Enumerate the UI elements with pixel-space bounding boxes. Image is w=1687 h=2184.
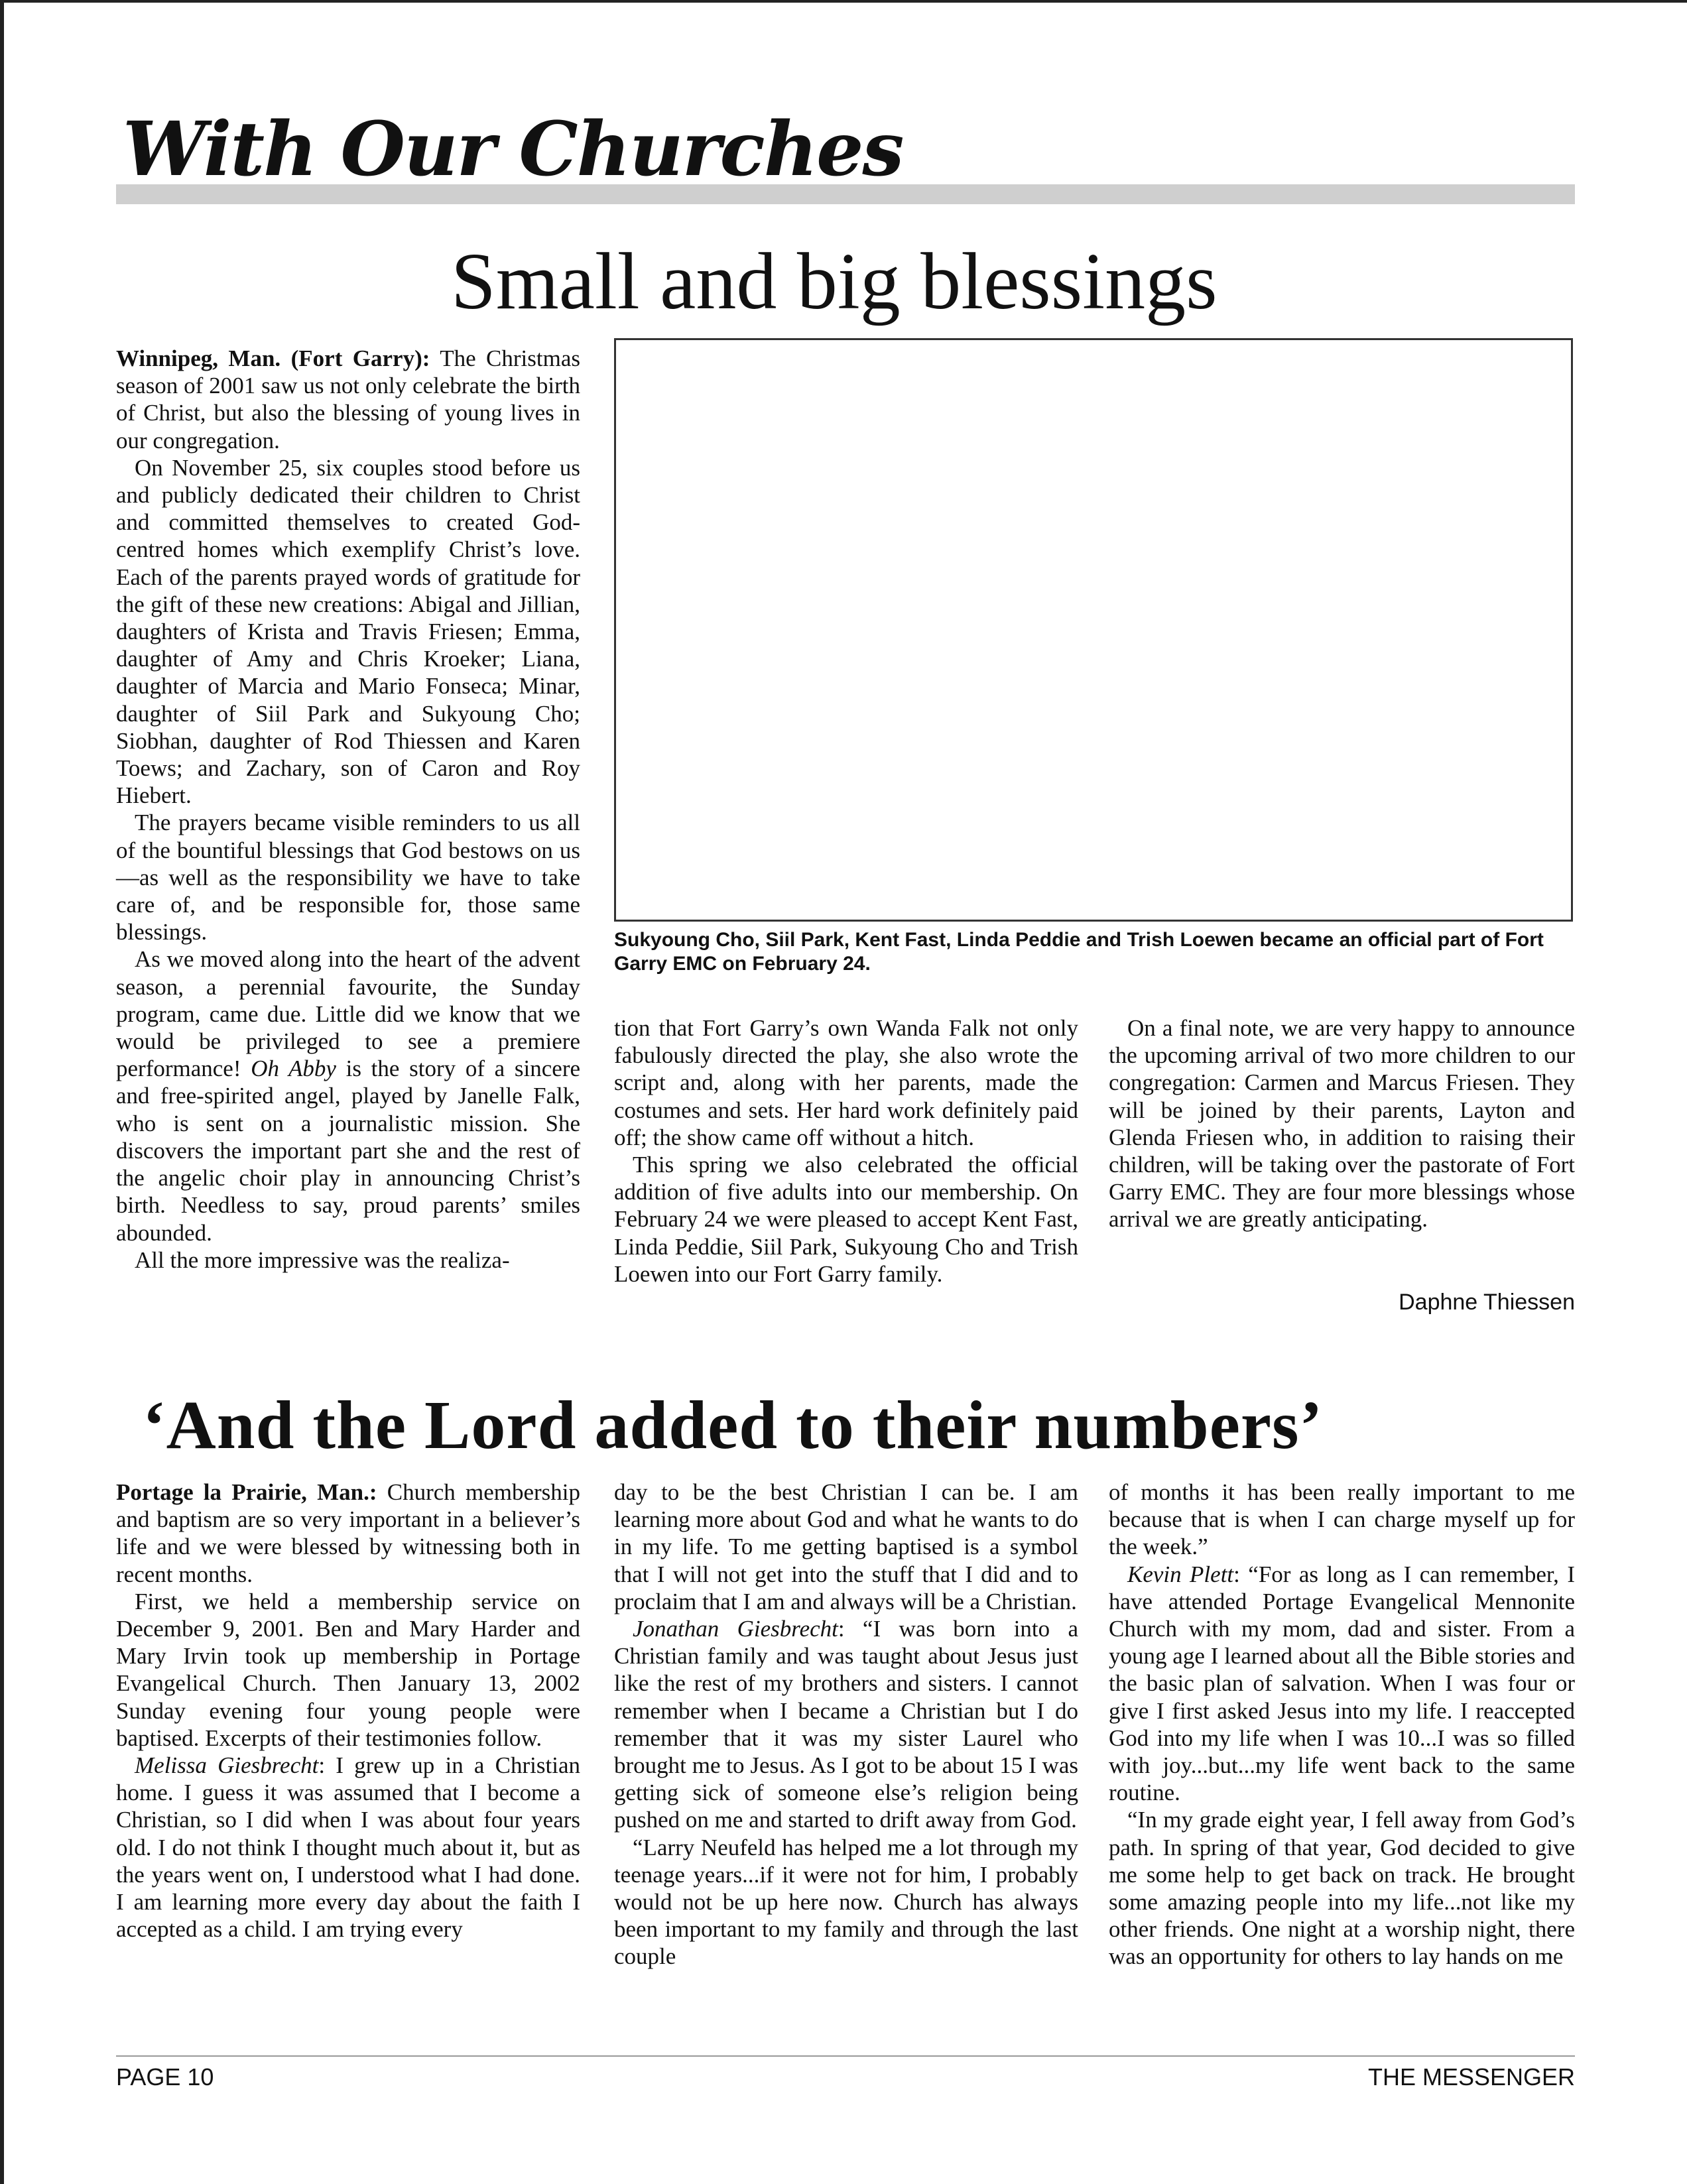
article-1-paragraph: As we moved along into the heart of the advent season, a perennial favourite, the Sunday program, came due. Little did we know that we would be privileged to see a premiere performance! Oh Abby is the story of a sincere and free-spirited angel, played by Janelle Falk, who is sent on a journalistic mission. She discovers the important part she and the rest of the angelic choir play in announcing Christ’s birth. Needless to say, proud parents’ smiles abounded. — [116, 946, 581, 1246]
article-1-column-2 — [614, 1014, 1078, 1288]
article-2-paragraph: Jonathan Giesbrecht: “I was born into a Christian family and was taught about Jesus just like the rest of my brothers and sisters. I cannot remember when I became a Christian but I do remember that it was my sister Laurel who brought me to Jesus. As I got to be about 15 I was getting sick of someone else’s religion being pushed on me and started to drift away from God. — [614, 1616, 1079, 1833]
article-1-paragraph: This spring we also celebrated the official addition of five adults into our membership. On February 24 we were pleased to accept Kent Fast, Linda Peddie, Siil Park, Sukyoung Cho and Trish Loewen into our Fort Garry family. — [614, 1152, 1078, 1287]
article-1-photo — [614, 338, 1573, 922]
article-1-dateline: Winnipeg, Man. (Fort Garry): — [116, 345, 430, 371]
article-2-paragraph: day to be the best Christian I can be. I am learning more about God and what he wants to do in my life. To me getting baptised is a symbol that I will not get into the stuff that I did and to proclaim that I am and always will be a Christian. — [614, 1479, 1078, 1614]
article-1-headline: Small and big blessings — [451, 237, 1218, 326]
footer-rule — [116, 2055, 1575, 2057]
section-title: With Our Churches — [123, 106, 903, 193]
page-number: PAGE 10 — [116, 2063, 214, 2091]
article-2-paragraph: Kevin Plett: “For as long as I can remember, I have attended Portage Evangelical Mennonite Church with my mom, dad and sister. From a young age I learned about all the Bible stories and the basic plan of salvation. When I was four or give I first asked Jesus into my life. I reaccepted God into my life when I was 10...I was so filled with joy...but...my life went back to the same routine. — [1109, 1561, 1575, 1806]
article-2-paragraph: “In my grade eight year, I fell away from God’s path. In spring of that year, God decided to give me some help to get back on track. He brought some amazing people into my life...not like my other friends. One night at a worship night, there was an opportunity for others to lay hands on me — [1109, 1807, 1575, 1970]
testimony-name: Melissa Giesbrecht — [135, 1752, 319, 1779]
article-2-paragraph: of months it has been really important to me because that is when I can charge myself up for the week.” — [1109, 1479, 1575, 1560]
article-1-paragraph: On a final note, we are very happy to announce the upcoming arrival of two more children to our congregation: Carmen and Marcus Friesen. They will be joined by their parents, Layton and Glenda Friesen who, in addition to raising their children, will be taking over the pastorate of Fort Garry EMC. They are four more blessings whose arrival we are greatly anticipating. — [1109, 1015, 1575, 1233]
testimony-name: Jonathan Giesbrecht — [633, 1616, 838, 1642]
article-2-dateline: Portage la Prairie, Man.: — [116, 1479, 377, 1505]
article-1-paragraph: On November 25, six couples stood before us and publicly dedicated their children to Christ and committed themselves to created God-centred homes which exemplify Christ’s love. Each of the parents prayed words of gratitude for the gift of these new creations: Abigal and Jillian, daughters of Krista and Travis Friesen; Emma, daughter of Amy and Chris Kroeker; Liana, daughter of Marcia and Mario Fonseca; Minar, daughter of Siil Park and Sukyoung Cho; Siobhan, daughter of Rod Thiessen and Karen Toews; and Zachary, son of Caron and Roy Hiebert. — [116, 454, 580, 809]
article-1-paragraph: Winnipeg, Man. (Fort Garry): The Christmas season of 2001 saw us not only celebrate the birth of Christ, but also the blessing of young lives in our congregation. — [116, 345, 580, 454]
section-header — [116, 106, 1575, 212]
article-1-byline: Daphne Thiessen — [1399, 1290, 1575, 1315]
article-1-paragraph: All the more impressive was the realiza- — [135, 1246, 510, 1273]
article-2-column-2 — [614, 1479, 1078, 1971]
page-scan-top-edge — [0, 0, 1687, 3]
testimony-name: Kevin Plett — [1127, 1561, 1234, 1587]
article-2-column-1 — [116, 1479, 580, 1943]
article-2-column-3 — [1109, 1479, 1575, 1971]
article-1-paragraph: tion that Fort Garry’s own Wanda Falk not only fabulously directed the play, she also wrote the script and, along with her parents, made the costumes and sets. Her hard work definitely paid off; the show came off without a hitch. — [614, 1015, 1078, 1150]
article-2-paragraph: First, we held a membership service on December 9, 2001. Ben and Mary Harder and Mary Irvin took up membership in Portage Evangelical Church. Then January 13, 2002 Sunday evening four young people were baptised. Excerpts of their testimonies follow. — [116, 1588, 580, 1751]
article-2-paragraph: Melissa Giesbrecht: I grew up in a Christian home. I guess it was assumed that I become a Christian, so I did when I was about four years old. I do not think I thought much about it, but as the years went on, I understood what I had done. I am learning more every day about the faith I accepted as a child. I am trying every — [116, 1752, 580, 1943]
page-scan-edge — [0, 0, 4, 2184]
article-2-headline: ‘And the Lord added to their numbers’ — [143, 1387, 1324, 1463]
article-2-paragraph: “Larry Neufeld has helped me a lot through my teenage years...if it were not for him, I probably would not be up here now. Church has always been important to my family and through the last couple — [614, 1834, 1078, 1970]
article-2-paragraph: Portage la Prairie, Man.: Church membership and baptism are so very important in a believer’s life and we were blessed by witnessing both in recent months. — [116, 1479, 580, 1587]
play-title: Oh Abby — [251, 1056, 336, 1082]
article-1-column-1 — [116, 345, 580, 1274]
photo-caption: Sukyoung Cho, Siil Park, Kent Fast, Linda Peddie and Trish Loewen became an official part of Fort Garry EMC on February 24. — [614, 929, 1544, 975]
publication-name: THE MESSENGER — [1367, 2063, 1575, 2091]
article-1-paragraph: The prayers became visible reminders to us all of the bountiful blessings that God bestows on us—as well as the responsibility we have to take care of, and be responsible for, those same blessings. — [116, 810, 580, 945]
article-1-column-3 — [1109, 1014, 1575, 1233]
